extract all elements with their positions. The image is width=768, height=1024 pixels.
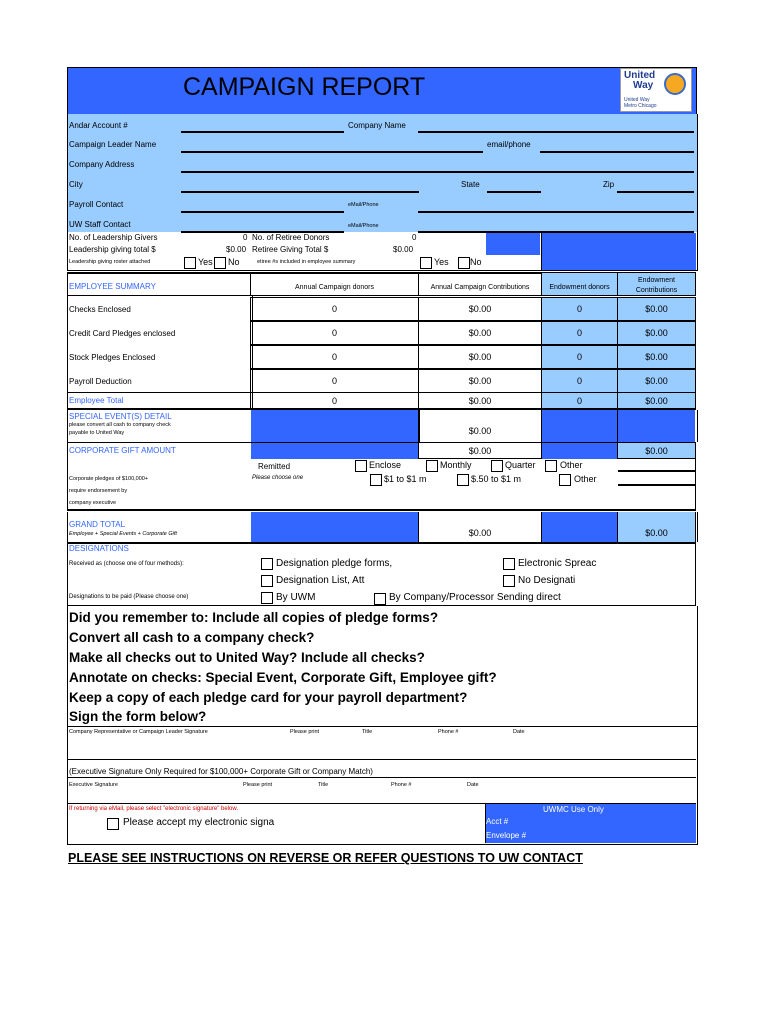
andar-field[interactable] (181, 131, 344, 133)
summary-row-contrib (418, 321, 542, 345)
corporate-blue-endow (542, 443, 617, 459)
corporate-endow-value-text: $0.00 (645, 446, 668, 456)
staff-email-label: eMail/Phone (348, 223, 379, 229)
grand-title: GRAND TOTAL (69, 520, 126, 529)
summary-row-donors (250, 345, 419, 369)
andar-label: Andar Account # (69, 121, 128, 130)
reminder-5: Keep a copy of each pledge card for your payroll department? (69, 690, 468, 705)
enclose-label: Enclose (369, 460, 402, 470)
summary-row-contrib-text: $0.00 (468, 352, 492, 362)
logo-sub-1: United Way (624, 97, 650, 103)
retiree-donors-value: 0 (412, 233, 417, 242)
print2-label: Please print (243, 782, 273, 788)
summary-row-endow-donors (541, 297, 618, 321)
leadership-total-label: Leadership giving total $ (69, 245, 156, 254)
corporate-value-text: $0.00 (468, 446, 492, 456)
special-note-2: payable to United Way (69, 430, 125, 436)
uwmc-label: UWMC Use Only (543, 805, 604, 814)
reminder-1: Did you remember to: Include all copies of pledge forms? (69, 610, 439, 625)
grand-blue-endow (542, 512, 617, 542)
retiree-yes-label: Yes (434, 257, 449, 267)
received-label: Received as (choose one of four methods): (69, 561, 184, 567)
summary-row-endow-donors (541, 369, 618, 393)
summary-row-endow-contrib (617, 345, 696, 369)
electronic-signature-label: Please accept my electronic signa (123, 817, 275, 828)
acct-label: Acct # (486, 817, 509, 826)
payroll-email-label: eMail/Phone (348, 202, 379, 208)
city-field[interactable] (181, 191, 419, 193)
designation-forms-checkbox[interactable] (261, 558, 273, 570)
summary-row-label: Checks Enclosed (69, 305, 131, 314)
leader-field[interactable] (181, 151, 483, 153)
roster-no-checkbox[interactable] (214, 257, 226, 269)
summary-row-donors-text: 0 (331, 376, 337, 386)
summary-row-endow-contrib (617, 321, 696, 345)
summary-row-endow-contrib (617, 369, 696, 393)
summary-row-donors-text: 0 (331, 304, 337, 314)
no-designation-label: No Designati (518, 575, 576, 586)
retiree-total-label: Retiree Giving Total $ (252, 245, 329, 254)
corporate-note-3: company executive (69, 500, 117, 506)
staff-label: UW Staff Contact (69, 220, 131, 229)
exec-signature-field[interactable] (67, 789, 696, 804)
reminder-2: Convert all cash to a company check? (69, 630, 315, 645)
exec-signature-label: Executive Signature (69, 782, 118, 788)
designation-list-label: Designation List, Att (276, 575, 365, 586)
envelope-label: Envelope # (486, 831, 527, 840)
summary-row-donors-text: 0 (331, 352, 337, 362)
summary-row-donors (250, 369, 419, 393)
monthly-checkbox[interactable] (426, 460, 438, 472)
summary-row-label: Stock Pledges Enclosed (69, 353, 156, 362)
email-phone-label: email/phone (487, 140, 531, 149)
50to1m-label: $.50 to $1 m (471, 474, 522, 484)
summary-row-endow-donors (541, 345, 618, 369)
employee-total-endow-donors-text: 0 (576, 396, 582, 406)
no-designation-checkbox[interactable] (503, 575, 515, 587)
corporate-line-1[interactable] (618, 470, 696, 472)
reminder-3: Make all checks out to United Way? Include all checks? (69, 650, 425, 665)
summary-row-contrib-text: $0.00 (468, 328, 492, 338)
remitted-label: Remitted (258, 462, 291, 471)
employee-total-label: Employee Total (69, 396, 124, 405)
col-endow-contrib-header (617, 273, 696, 296)
grand-value (418, 512, 542, 542)
electronic-checkbox[interactable] (503, 558, 515, 570)
zip-label: Zip (603, 180, 615, 189)
summary-row-label: Credit Card Pledges enclosed (69, 329, 176, 338)
summary-title: EMPLOYEE SUMMARY (69, 282, 156, 291)
title2-label: Title (318, 782, 329, 788)
by-uwm-label: By UWM (276, 592, 316, 603)
special-value-text: $0.00 (468, 426, 492, 436)
employee-total-contrib-text: $0.00 (468, 396, 492, 406)
retiree-donors-label: No. of Retiree Donors (252, 233, 330, 242)
summary-row-endow-donors-text: 0 (576, 304, 582, 314)
col-endow-donors-header (541, 273, 618, 296)
leadership-total-value: $0.00 (226, 245, 247, 254)
summary-row-contrib-text: $0.00 (468, 376, 492, 386)
employee-total-contrib (418, 392, 542, 409)
1to1m-label: $1 to $1 m (384, 474, 427, 484)
summary-row-contrib-text: $0.00 (468, 304, 492, 314)
quarter-label: Quarter (505, 460, 536, 470)
by-uwm-checkbox[interactable] (261, 592, 273, 604)
summary-row-donors (250, 297, 419, 321)
50to1m-checkbox[interactable] (457, 474, 469, 486)
reminder-6: Sign the form below? (69, 709, 207, 724)
print-label: Please print (290, 729, 320, 735)
by-company-label: By Company/Processor Sending direct (389, 592, 561, 603)
email-note: If returning via eMail, please select "electronic signature" below. (69, 806, 239, 812)
corporate-line-2[interactable] (618, 484, 696, 486)
company-name-label: Company Name (348, 121, 406, 130)
grand-endow-value-text: $0.00 (645, 528, 668, 538)
corporate-endow-value (617, 442, 696, 459)
summary-row-endow-donors-text: 0 (576, 328, 582, 338)
summary-row-contrib (418, 297, 542, 321)
exec-note: (Executive Signature Only Required for $100,000+ Corporate Gift or Company Match) (69, 767, 373, 776)
quarter-checkbox[interactable] (491, 460, 503, 472)
retiree-no-checkbox[interactable] (458, 257, 470, 269)
col-contrib-text: Annual Campaign Contributions (430, 284, 530, 291)
col-endow-donors-text: Endowment donors (549, 284, 610, 291)
date2-label: Date (467, 782, 479, 788)
employee-total-endow-contrib (617, 392, 696, 409)
givers-blue-block-1 (486, 233, 540, 255)
other-label: Other (560, 460, 583, 470)
logo-sun-icon (664, 73, 686, 95)
col-contrib-header (418, 273, 542, 296)
logo-sub-2: Metro Chicago (624, 103, 657, 109)
designations-title: DESIGNATIONS (69, 544, 129, 553)
special-blue-cell (251, 410, 420, 442)
leader-label: Campaign Leader Name (69, 140, 157, 149)
other2-checkbox[interactable] (559, 474, 571, 486)
corporate-blue-cell (251, 443, 418, 459)
city-label: City (69, 180, 83, 189)
corporate-note-2: require endorsement by (69, 488, 128, 494)
designation-forms-label: Designation pledge forms, (276, 558, 393, 569)
zip-field[interactable] (617, 191, 694, 193)
leadership-givers-label: No. of Leadership Givers (69, 233, 158, 242)
summary-row-endow-contrib-text: $0.00 (645, 376, 668, 386)
special-value (418, 410, 542, 442)
logo-text-2: Way (633, 80, 654, 91)
payroll-field[interactable] (181, 211, 344, 213)
payroll-email-field[interactable] (418, 211, 694, 213)
leadership-givers-value: 0 (243, 233, 248, 242)
enclose-checkbox[interactable] (355, 460, 367, 472)
choose-one-label: Please choose one (252, 475, 304, 481)
roster-yes-checkbox[interactable] (184, 257, 196, 269)
summary-row-endow-contrib (617, 297, 696, 321)
designation-list-checkbox[interactable] (261, 575, 273, 587)
grand-endow-value (617, 512, 696, 542)
electronic-signature-checkbox[interactable] (107, 818, 119, 830)
summary-row-donors-text: 0 (331, 328, 337, 338)
other-checkbox[interactable] (545, 460, 557, 472)
retiree-included-label: etiree #s included in employee summary (257, 259, 356, 265)
retiree-yes-checkbox[interactable] (420, 257, 432, 269)
col-donors-header (250, 273, 419, 296)
roster-yes-label: Yes (198, 257, 213, 267)
date-label: Date (513, 729, 525, 735)
corporate-note-1: Corporate pledges of $100,000+ (69, 476, 149, 482)
monthly-label: Monthly (440, 460, 472, 470)
phone-label: Phone # (438, 729, 459, 735)
employee-total-endow-contrib-text: $0.00 (645, 396, 668, 406)
col-donors-text: Annual Campaign donors (295, 284, 374, 291)
col-endow-contrib-text: Endowment Contributions (635, 277, 678, 294)
summary-row-contrib (418, 369, 542, 393)
company-name-field[interactable] (418, 131, 694, 133)
employee-total-endow-donors (541, 392, 618, 409)
title-label: Title (362, 729, 373, 735)
grand-blue-cell (251, 512, 418, 542)
summary-row-label: Payroll Deduction (69, 377, 132, 386)
summary-row-endow-donors (541, 321, 618, 345)
rep-signature-label: Company Representative or Campaign Leader Signature (69, 729, 208, 735)
phone2-label: Phone # (391, 782, 412, 788)
roster-no-label: No (228, 257, 240, 267)
paid-label: Designations to be paid (Please choose one) (69, 594, 189, 600)
state-label: State (461, 180, 480, 189)
other2-label: Other (574, 474, 597, 484)
special-blue-endow-2 (618, 410, 695, 442)
page-title: CAMPAIGN REPORT (183, 73, 426, 101)
summary-row-endow-donors-text: 0 (576, 376, 582, 386)
givers-blue-block-2 (541, 233, 696, 270)
summary-row-endow-contrib-text: $0.00 (645, 328, 668, 338)
special-note-1: please convert all cash to company check (69, 422, 171, 428)
exec-divider (67, 777, 696, 778)
retiree-total-value: $0.00 (393, 245, 414, 254)
corporate-value (418, 442, 542, 459)
summary-row-endow-donors-text: 0 (576, 352, 582, 362)
grand-value-text: $0.00 (468, 528, 492, 538)
summary-row-endow-contrib-text: $0.00 (645, 352, 668, 362)
summary-row-contrib (418, 345, 542, 369)
1to1m-checkbox[interactable] (370, 474, 382, 486)
corporate-title: CORPORATE GIFT AMOUNT (69, 446, 176, 455)
logo-text-1: United (624, 70, 656, 81)
grand-note: Employee + Special Events + Corporate Gift (69, 531, 177, 537)
electronic-label: Electronic Spreac (518, 558, 597, 569)
retiree-no-label: No (470, 257, 482, 267)
roster-label: Leadership giving roster attached (69, 259, 151, 265)
address-field[interactable] (181, 171, 694, 173)
employee-total-donors (250, 392, 419, 409)
footer-instructions: PLEASE SEE INSTRUCTIONS ON REVERSE OR REFER QUESTIONS TO UW CONTACT (68, 851, 583, 865)
summary-row-endow-contrib-text: $0.00 (645, 304, 668, 314)
rep-signature-field[interactable] (67, 737, 696, 760)
reminder-4: Annotate on checks: Special Event, Corporate Gift, Employee gift? (69, 670, 497, 685)
special-title: SPECIAL EVENT(S) DETAIL (69, 412, 172, 421)
state-field[interactable] (487, 191, 541, 193)
email-phone-field[interactable] (540, 151, 694, 153)
address-label: Company Address (69, 160, 135, 169)
summary-row-donors (250, 321, 419, 345)
by-company-checkbox[interactable] (374, 593, 386, 605)
payroll-label: Payroll Contact (69, 200, 124, 209)
employee-total-donors-text: 0 (331, 396, 337, 406)
special-blue-endow-1 (542, 410, 618, 442)
united-way-logo (620, 68, 692, 112)
